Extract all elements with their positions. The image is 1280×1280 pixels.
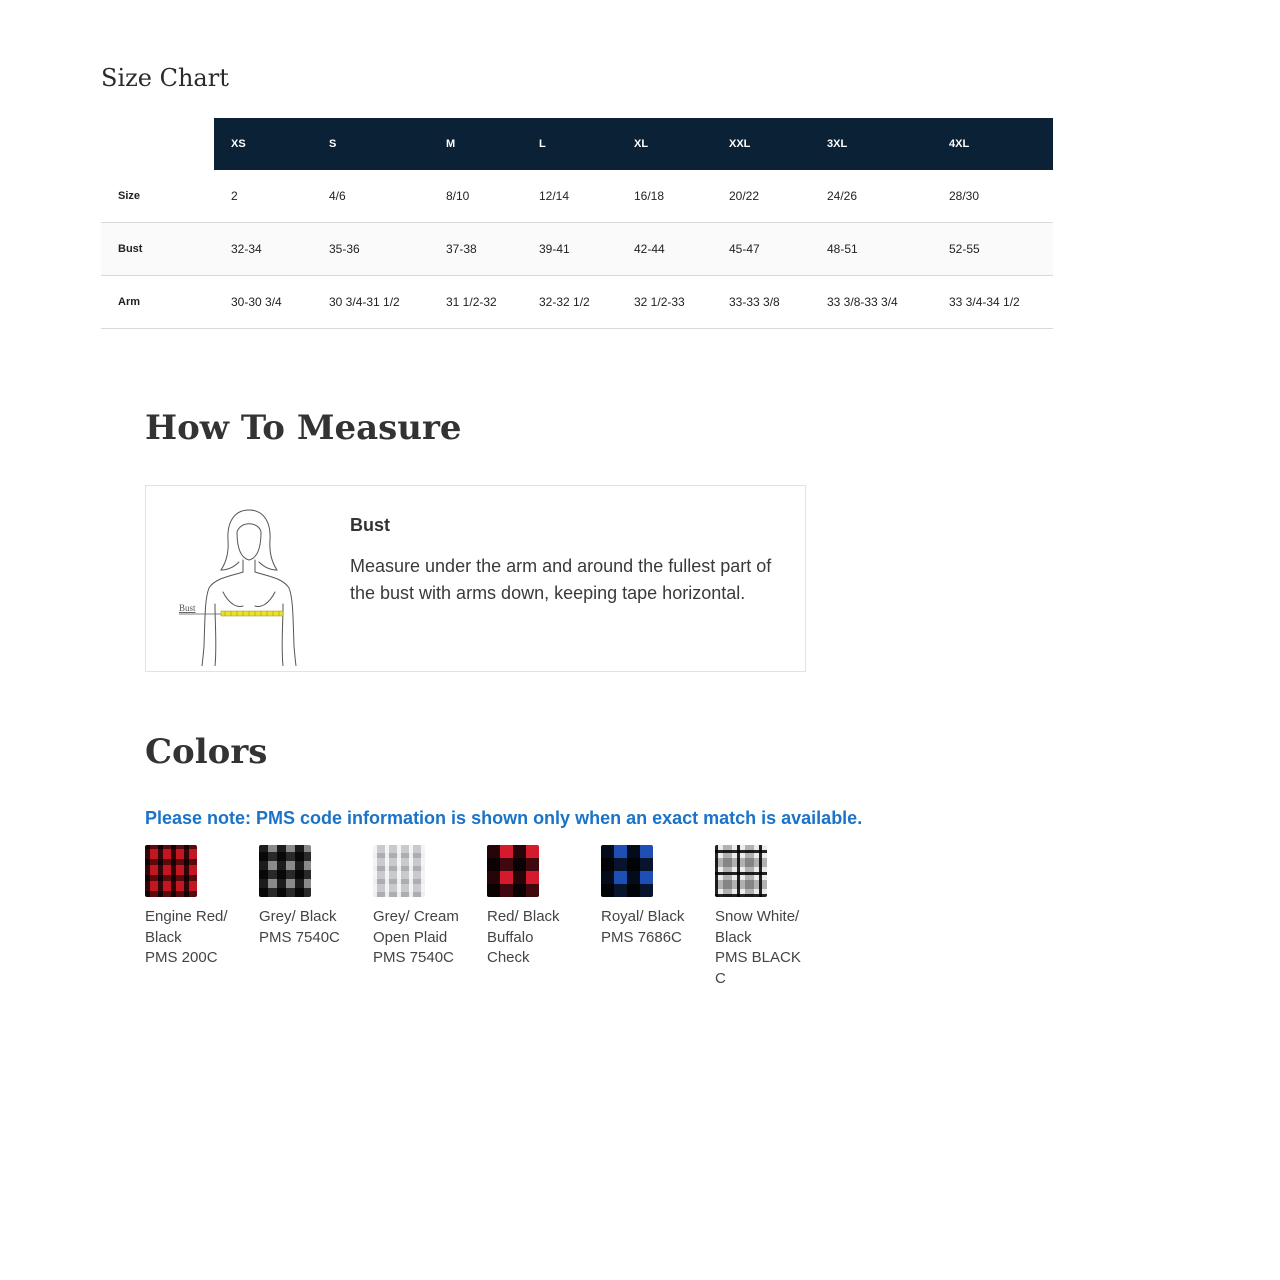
column-header-m: M	[429, 118, 522, 170]
row-header-bust: Bust	[101, 223, 214, 276]
color-option-grey-cream[interactable]	[373, 845, 483, 969]
size-chart-table	[101, 118, 1053, 329]
row-header-size: Size	[101, 170, 214, 223]
table-cell: 32-32 1/2	[522, 276, 617, 329]
table-cell: 45-47	[712, 223, 810, 276]
color-label: Royal/ Black PMS 7686C	[601, 908, 685, 946]
table-row-arm	[101, 276, 1053, 329]
measuring-tape-icon	[221, 611, 283, 616]
table-cell: 39-41	[522, 223, 617, 276]
column-header-xxl: XXL	[712, 118, 810, 170]
table-cell: 4/6	[312, 170, 429, 223]
column-header-s: S	[312, 118, 429, 170]
table-cell: 12/14	[522, 170, 617, 223]
color-option-red-black-buffalo[interactable]	[487, 845, 597, 969]
table-cell: 30-30 3/4	[214, 276, 312, 329]
table-cell: 30 3/4-31 1/2	[312, 276, 429, 329]
how-to-measure-title: How To Measure	[145, 408, 462, 448]
table-cell: 24/26	[810, 170, 932, 223]
table-cell: 8/10	[429, 170, 522, 223]
table-cell: 33-33 3/8	[712, 276, 810, 329]
table-cell: 37-38	[429, 223, 522, 276]
red-black-plaid-swatch[interactable]	[145, 845, 197, 897]
color-label: Red/ Black Buffalo Check	[487, 908, 560, 966]
pms-note: Please note: PMS code information is shown only when an exact match is available.	[145, 808, 863, 828]
column-header-xl: XL	[617, 118, 712, 170]
size-chart-header-row	[101, 118, 1053, 170]
table-cell: 35-36	[312, 223, 429, 276]
table-cell: 42-44	[617, 223, 712, 276]
color-option-royal-black[interactable]	[601, 845, 711, 948]
table-row-size	[101, 170, 1053, 223]
table-cell: 16/18	[617, 170, 712, 223]
colors-title: Colors	[145, 732, 268, 772]
table-cell: 31 1/2-32	[429, 276, 522, 329]
column-header-xs: XS	[214, 118, 312, 170]
color-option-grey-black[interactable]	[259, 845, 369, 948]
column-header-3xl: 3XL	[810, 118, 932, 170]
royal-black-check-swatch[interactable]	[601, 845, 653, 897]
table-cell: 32 1/2-33	[617, 276, 712, 329]
bust-instructions: Measure under the arm and around the fullest part of the bust with arms down, keeping tape horizontal.	[350, 556, 772, 603]
red-black-buffalo-check-swatch[interactable]	[487, 845, 539, 897]
bust-figure-label: Bust	[179, 603, 196, 613]
color-label: Snow White/ Black PMS BLACK C	[715, 908, 801, 987]
column-header-4xl: 4XL	[932, 118, 1053, 170]
table-cell: 33 3/4-34 1/2	[932, 276, 1053, 329]
table-cell: 28/30	[932, 170, 1053, 223]
size-chart-title: Size Chart	[101, 64, 229, 92]
white-black-plaid-swatch[interactable]	[715, 845, 767, 897]
how-to-measure-card	[145, 485, 806, 672]
grey-cream-plaid-swatch[interactable]	[373, 845, 425, 897]
row-header-arm: Arm	[101, 276, 214, 329]
table-cell: 2	[214, 170, 312, 223]
table-cell: 33 3/8-33 3/4	[810, 276, 932, 329]
color-option-snow-white-black[interactable]	[715, 845, 825, 989]
color-label: Grey/ Black PMS 7540C	[259, 908, 340, 946]
bust-heading: Bust	[350, 515, 390, 535]
table-cell: 20/22	[712, 170, 810, 223]
table-cell: 48-51	[810, 223, 932, 276]
table-cell: 52-55	[932, 223, 1053, 276]
table-cell: 32-34	[214, 223, 312, 276]
column-header-l: L	[522, 118, 617, 170]
grey-black-check-swatch[interactable]	[259, 845, 311, 897]
bust-measure-illustration	[171, 496, 331, 666]
table-row-bust	[101, 223, 1053, 276]
color-label: Grey/ Cream Open Plaid PMS 7540C	[373, 908, 459, 966]
color-option-engine-red-black[interactable]	[145, 845, 255, 969]
color-label: Engine Red/ Black PMS 200C	[145, 908, 228, 966]
size-chart-corner-cell	[101, 118, 214, 170]
